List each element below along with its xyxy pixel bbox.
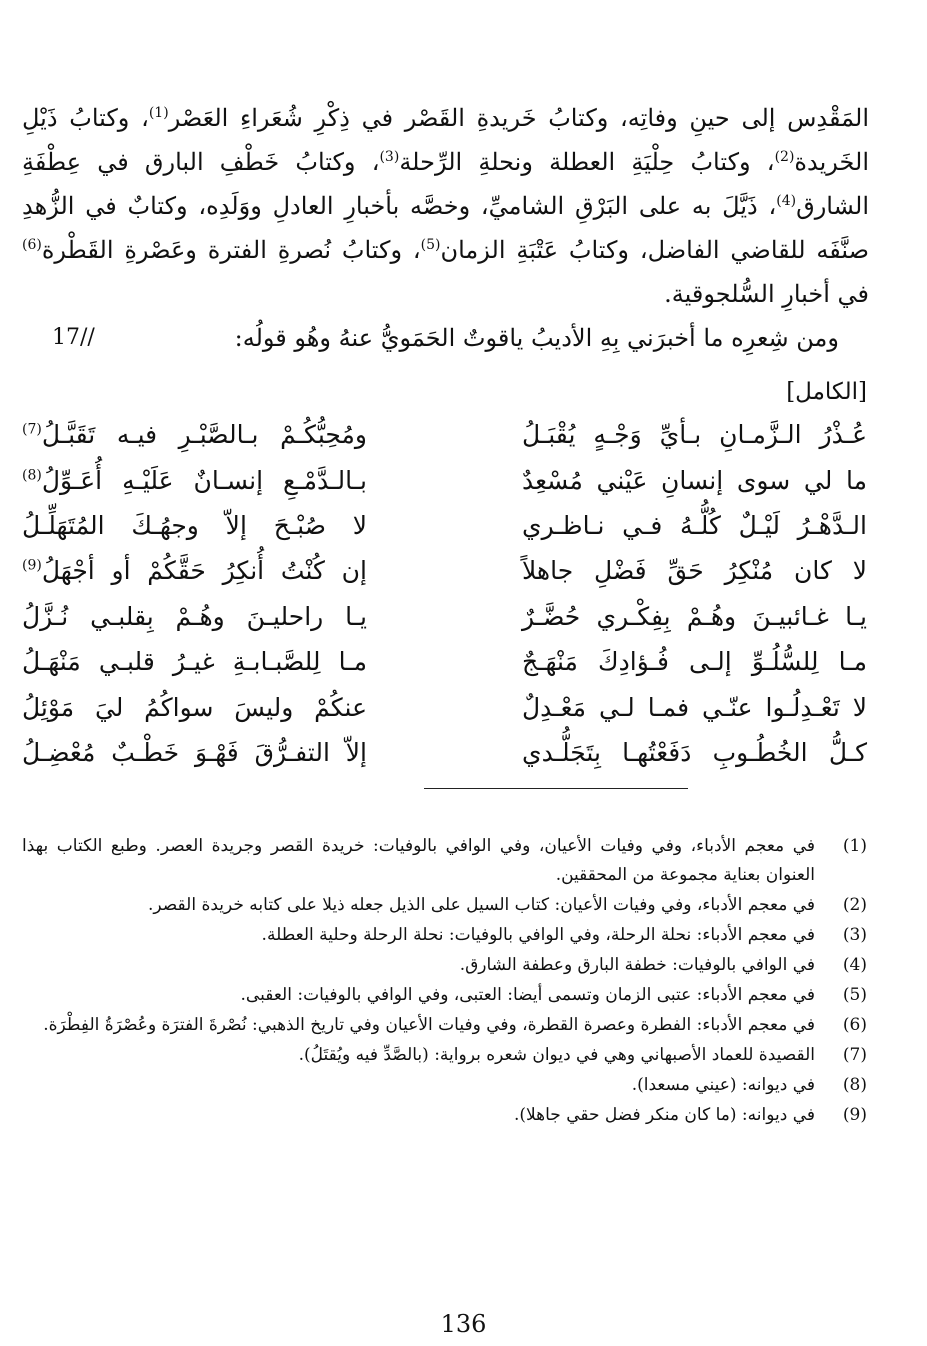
verse-second-hemistich (22, 647, 367, 676)
verse-line (22, 594, 867, 639)
verse-line (22, 503, 867, 548)
footnotes (22, 832, 867, 1131)
verse-line (22, 412, 867, 457)
text-run: ، ذَيَّلَ به على البَرْقِ الشاميِّ، وخصَّه بأخبارِ العادلِ ووَلَدِه، وكتابٌ في الزُّهدِ صنَّفَه للقاضي الفاضل، وكتابُ عَتْبَةِ الزمان (22, 192, 869, 264)
footnote-text: في الوافي بالوفيات: خطفة البارق وعطفة الشارق. (459, 955, 815, 975)
footnote-text: في معجم الأدباء: نحلة الرحلة، وفي الوافي بالوفيات: نحلة الرحلة وحلية العطلة. (261, 925, 815, 945)
footnote (22, 921, 867, 950)
paragraph-works (22, 96, 869, 316)
footnote-number: (9) (842, 1105, 867, 1125)
main-text (22, 96, 869, 360)
verse-first-hemistich: كـلُّ الخُطُـوبِ دَفَعْتُهـا بِتَجَلُّـدي (522, 737, 867, 767)
hemistich-text: عنكُمْ وليسَ سواكُمُ ليَ مَوْئِلُ (22, 692, 367, 722)
text-run: ، وكتابُ ذَيْلِ الخَريدة (22, 104, 869, 176)
hemistich-text: مـا لِلصَّبـابـةِ غيـرُ قلبـي مَنْهَـلُ (22, 647, 367, 677)
verse-first-hemistich: الـدَّهْـرُ لَيْـلٌ كُلُّـهُ فـي نـاظـري (522, 510, 867, 540)
verse-first-hemistich: لا كان مُنْكِرُ حَقِّ فَضْلِ جاهلاً (522, 556, 867, 586)
text-run: ومن شِعرِه ما أخبرَني بِهِ الأديبُ ياقوتٌ الحَمَويُّ عنهُ وهُو قولُه: (234, 324, 839, 352)
footnote (22, 981, 867, 1010)
footnote-text: في معجم الأدباء: الفطرة وعصرة القطرة، وفي وفيات الأعيان وفي تاريخ الذهبي: نُصْرةَ الفترَة وعُصْرَةُ الفِطْرَة. (43, 1015, 815, 1035)
verse-second-hemistich (22, 420, 367, 449)
text-run: في أخبارِ السُّلجوقية. (664, 280, 869, 308)
footnote-text: في ديوانه: (ما كان منكر فضل حقي جاهلا). (513, 1105, 815, 1125)
footnote (22, 1011, 867, 1040)
verse-second-hemistich (22, 738, 367, 767)
text-run: المَقْدِس إلى حينِ وفاتِه، وكتابُ خَريدةِ القَصْر في ذِكْرِ شُعَراءِ العَصْر (168, 104, 869, 132)
page-number: 136 (440, 1310, 487, 1338)
footnote-number: (2) (842, 895, 867, 915)
footnote (22, 1041, 867, 1070)
hemistich-text: ومُحِبُّكُـمْ بـالصَّبْـرِ فيـه تَقَبَّـلُ (41, 420, 367, 450)
text-run: ، وكتابُ نُصرةِ الفترة وعَصْرةِ القَطْرة (41, 236, 421, 264)
verse-first-hemistich: ما لي سوى إنسانِ عَيْني مُسْعِدٌ (522, 465, 867, 495)
poem (22, 412, 867, 775)
footnote-ref[interactable]: (1) (148, 105, 169, 121)
footnote-text: القصيدة للعماد الأصبهاني وهي في ديوان شعره برواية: (بالصَّدِّ فيه ويُقتَلُ). (298, 1045, 815, 1065)
footnote-ref[interactable]: (4) (776, 193, 797, 209)
hemistich-text: بـالـدَّمْـعِ إنسـانٌ عَلَيْـهِ أُعَـوِّلُ (41, 465, 367, 495)
footnote-ref[interactable]: (5) (420, 237, 441, 253)
verse-first-hemistich: مـا لِلسُّلُـوِّ إلـى فُـؤادِكَ مَنْهَـجٌ (522, 647, 867, 677)
verse-first-hemistich: لا تَعْـدِلُـوا عنّـي فمـا لـي مَعْـدِلٌ (522, 692, 867, 722)
footnote (22, 1071, 867, 1100)
footnote-number: (7) (842, 1045, 867, 1065)
footnote (22, 891, 867, 920)
poem-meter: [الكامل] (786, 379, 867, 405)
footnote (22, 951, 867, 980)
footnote-ref[interactable]: (7) (22, 421, 42, 438)
footnote-ref[interactable]: (9) (22, 558, 42, 575)
hemistich-text: لا صُبْـحَ إلاّ وجهُـكَ المُتَهَلِّـلُ (22, 510, 367, 540)
footnote-number: (5) (842, 985, 867, 1005)
text-run: ، وكتابُ خَطْفِ البارق في عِطْفَةِ الشارق (22, 148, 869, 220)
footnote-number: (3) (842, 925, 867, 945)
footnote-ref[interactable]: (8) (22, 467, 42, 484)
footnote-text: في ديوانه: (عيني مسعدا). (631, 1075, 815, 1095)
verse-second-hemistich (22, 556, 367, 585)
hemistich-text: يـا راحليـنَ وهُـمْ بِقلبـي نُـزَّلُ (22, 601, 367, 631)
verse-line (22, 457, 867, 502)
footnote-ref[interactable]: (2) (774, 149, 795, 165)
verse-second-hemistich (22, 693, 367, 722)
hemistich-text: إن كُنْتُ أُنكِرُ حَقَّكُمْ أو أجْهَلُ (41, 556, 367, 586)
footnote-number: (8) (842, 1075, 867, 1095)
paragraph-intro (22, 316, 869, 360)
footnote-number: (6) (842, 1015, 867, 1035)
footnote-text: في معجم الأدباء، وفي وفيات الأعيان، وفي الوافي بالوفيات: خريدة القصر وجريدة العصر. وطبع الكتاب بهذا العنوان بعناية مجموعة من المحققين. (22, 836, 815, 885)
verse-line (22, 730, 867, 775)
footnote-separator (424, 788, 688, 789)
footnote-text: في معجم الأدباء، وفي وفيات الأعيان: كتاب السيل على الذيل جعله ذيلا على كتابه خريدة القصر. (148, 895, 815, 915)
verse-first-hemistich: عُـذْرُ الـزَّمـانِ بـأيِّ وَجْـهٍ يُقْبَـلُ (522, 420, 867, 450)
footnote (22, 1101, 867, 1130)
verse-first-hemistich: يـا غـائبيـنَ وهُـمْ بِفِكْـري حُضَّـرٌ (522, 601, 867, 631)
footnote-number: (1) (842, 836, 867, 856)
footnote (22, 832, 867, 890)
manuscript-folio-mark: 17// (52, 325, 95, 350)
verse-line (22, 548, 867, 593)
verse-line (22, 684, 867, 729)
hemistich-text: إلاّ التفـرُّقَ فَهْـوَ خَطْـبٌ مُعْضِـلُ (22, 737, 367, 767)
footnote-ref[interactable]: (3) (379, 149, 400, 165)
footnote-ref[interactable]: (6) (22, 237, 42, 253)
verse-second-hemistich (22, 511, 367, 540)
footnote-number: (4) (842, 955, 867, 975)
verse-line (22, 639, 867, 684)
verse-second-hemistich (22, 602, 367, 631)
verse-second-hemistich (22, 466, 367, 495)
footnote-text: في معجم الأدباء: عتبى الزمان وتسمى أيضا: العتبى، وفي الوافي بالوفيات: العقبى. (240, 985, 815, 1005)
text-run: ، وكتابُ حِلْيَةِ العطلة ونحلةِ الرِّحلة (399, 148, 775, 176)
